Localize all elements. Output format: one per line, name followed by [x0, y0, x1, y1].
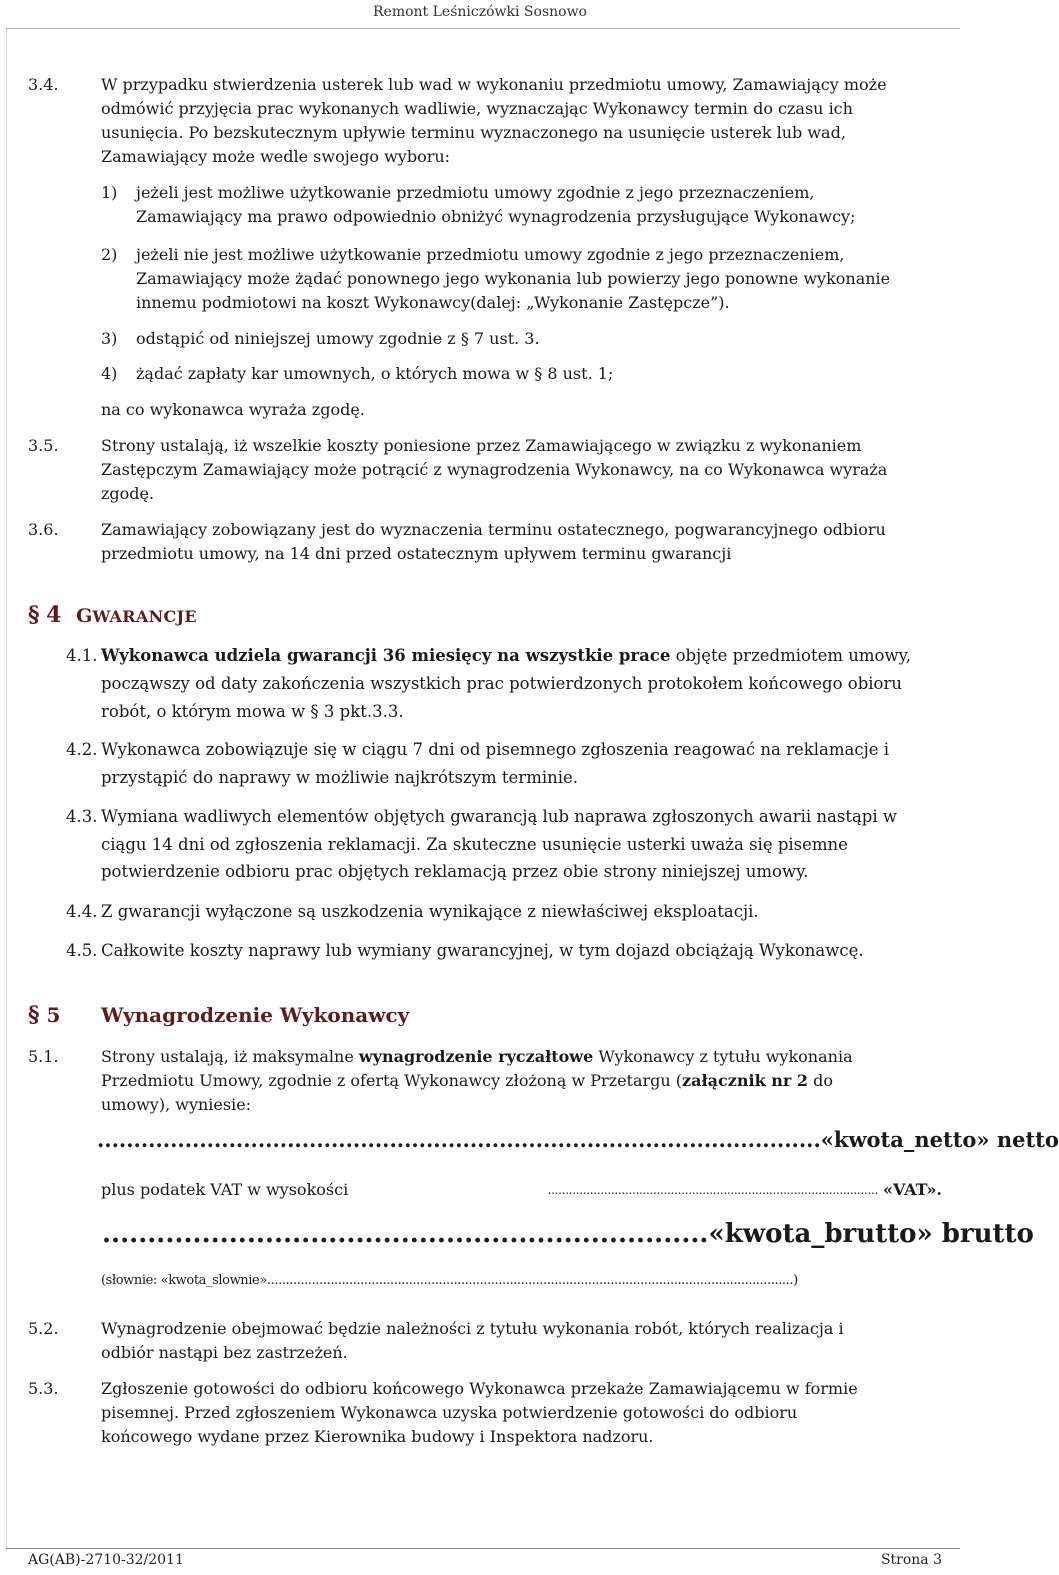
- p53-number: 5.3.: [28, 1379, 59, 1398]
- p34-line2: odmówić przyjęcia prac wykonanych wadliwie, wyznaczając Wykonawcy termin do czasu ich: [101, 99, 853, 118]
- p53-line1: Zgłoszenie gotowości do odbioru końcowego Wykonawca przekaże Zamawiającemu w formie: [101, 1379, 858, 1398]
- p34-line1: W przypadku stwierdzenia usterek lub wad w wykonaniu przedmiotu umowy, Zamawiający może: [101, 75, 887, 94]
- p51-line2: [101, 1069, 833, 1093]
- p51-line3: umowy), wyniesie:: [101, 1095, 252, 1114]
- p35-line3: zgodę.: [101, 484, 155, 503]
- p35-line2: Zastępczym Zamawiający może potrącić z wynagrodzenia Wykonawcy, na co Wykonawca wyraża: [101, 460, 888, 479]
- p36-line2: przedmiotu umowy, na 14 dni przed ostatecznym upływem terminu gwarancji: [101, 544, 732, 563]
- p34-number: 3.4.: [28, 75, 59, 94]
- option2-line3: innemu podmiotowi na koszt Wykonawcy(dalej: „Wykonanie Zastępcze”).: [136, 293, 730, 312]
- p53-line3: końcowego wydane przez Kierownika budowy i Inspektora nadzoru.: [101, 1427, 654, 1446]
- p41-bold: Wykonawca udziela gwarancji 36 miesięcy na wszystkie prace: [101, 646, 671, 665]
- p45-line1: Całkowite koszty naprawy lub wymiany gwarancyjnej, w tym dojazd obciążają Wykonawcę.: [101, 941, 864, 960]
- p52-number: 5.2.: [28, 1319, 59, 1338]
- header-title: Remont Leśniczówki Sosnowo: [373, 4, 587, 20]
- p36-line1: Zamawiający zobowiązany jest do wyznaczenia terminu ostatecznego, pogwarancyjnego odbioru: [101, 520, 886, 539]
- section4-number: 4: [46, 602, 62, 628]
- footer-document-id: AG(AB)-2710-32/2011: [28, 1552, 184, 1568]
- amount-brutto-line: ...................................................................«kwota_brutto» brutto: [102, 1219, 1034, 1249]
- p43-number: 4.3.: [66, 807, 98, 826]
- p41-line1: [101, 642, 911, 670]
- vat-dots: ..............................................................................................: [547, 1183, 878, 1197]
- section-symbol: §: [28, 1002, 40, 1028]
- p41-line2: począwszy od daty zakończenia wszystkich prac potwierdzonych protokołem końcowego obioru: [101, 674, 902, 693]
- p41-number: 4.1.: [66, 646, 98, 665]
- p42-line2: przystąpić do naprawy w możliwie najkrótszym terminie.: [101, 768, 579, 787]
- p43-line2: ciągu 14 dni od zgłoszenia reklamacji. Za skuteczne usunięcie usterki uważa się pisemne: [101, 835, 848, 854]
- p44-line1: Z gwarancji wyłączone są uszkodzenia wynikające z niewłaściwej eksploatacji.: [101, 902, 759, 921]
- option4-text: żądać zapłaty kar umownych, o których mowa w § 8 ust. 1;: [136, 364, 614, 383]
- p42-number: 4.2.: [66, 740, 98, 759]
- p43-line1: Wymiana wadliwych elementów objętych gwarancją lub naprawa zgłoszonych awarii nastąpi w: [101, 807, 898, 826]
- section5-heading: [28, 1002, 60, 1028]
- p34-closing: na co wykonawca wyraża zgodę.: [101, 400, 365, 419]
- section5-title: Wynagrodzenie Wykonawcy: [101, 1003, 410, 1027]
- p35-number: 3.5.: [28, 436, 59, 455]
- p34-line4: Zamawiający może wedle swojego wyboru:: [101, 147, 451, 166]
- option3-text: odstąpić od niniejszej umowy zgodnie z § 7 ust. 3.: [136, 329, 540, 348]
- p45-number: 4.5.: [66, 941, 98, 960]
- p44-number: 4.4.: [66, 902, 98, 921]
- p51-line2-c: do: [807, 1071, 833, 1090]
- footer-page-number: Strona 3: [880, 1552, 942, 1568]
- p53-line2: pisemnej. Przed zgłoszeniem Wykonawca uzyska potwierdzenie gotowości do odbioru: [101, 1403, 798, 1422]
- section4-title-rest: WARANCJE: [92, 607, 197, 626]
- amount-netto-line: ...................................................................................................«kwota_netto» netto: [97, 1127, 1059, 1152]
- amount-in-words-line: (słownie: «kwota_slownie».............................................................................................................................................): [101, 1273, 798, 1288]
- p51-number: 5.1.: [28, 1047, 59, 1066]
- option2-number: 2): [101, 245, 118, 264]
- p52-line1: Wynagrodzenie obejmować będzie należności z tytułu wykonania robót, których realizacja i: [101, 1319, 844, 1338]
- option4-number: 4): [101, 364, 118, 383]
- p34-line3: usunięcia. Po bezskutecznym upływie terminu wyznaczonego na usunięcie usterek lub wad,: [101, 123, 846, 142]
- p41-rest: objęte przedmiotem umowy,: [670, 646, 911, 665]
- p35-line1: Strony ustalają, iż wszelkie koszty poniesione przez Zamawiającego w związku z wykonaniem: [101, 436, 862, 455]
- footer-rule: [6, 1548, 960, 1549]
- p36-number: 3.6.: [28, 520, 59, 539]
- section-symbol: §: [28, 602, 40, 628]
- p43-line3: potwierdzenie odbioru prac objętych reklamacją przez obie strony niniejszej umowy.: [101, 862, 809, 881]
- p51-line1: [101, 1045, 853, 1069]
- p51-line2-a: Przedmiotu Umowy, zgodnie z ofertą Wykonawcy złożoną w Przetargu (: [101, 1071, 683, 1090]
- option2-line1: jeżeli nie jest możliwe użytkowanie przedmiotu umowy zgodnie z jego przeznaczeniem,: [136, 245, 845, 264]
- p41-line3: robót, o którym mowa w § 3 pkt.3.3.: [101, 702, 404, 721]
- p51-line1-c: Wykonawcy z tytułu wykonania: [593, 1047, 853, 1066]
- p51-line1-bold: wynagrodzenie ryczałtowe: [358, 1047, 594, 1066]
- section5-number: 5: [46, 1003, 61, 1027]
- page-edge: [6, 28, 7, 1550]
- p51-line1-a: Strony ustalają, iż maksymalne: [101, 1047, 359, 1066]
- header-rule: [6, 28, 960, 29]
- p52-line2: odbiór nastąpi bez zastrzeżeń.: [101, 1343, 348, 1362]
- p42-line1: Wykonawca zobowiązuje się w ciągu 7 dni od pisemnego zgłoszenia reagować na reklamacje i: [101, 740, 890, 759]
- option3-number: 3): [101, 329, 118, 348]
- section4-heading: [28, 602, 197, 628]
- vat-value: «VAT».: [882, 1180, 942, 1199]
- vat-label: plus podatek VAT w wysokości: [101, 1180, 349, 1199]
- p51-line2-bold: załącznik nr 2: [682, 1071, 808, 1090]
- option1-line2: Zamawiający ma prawo odpowiednio obniżyć wynagrodzenia przysługujące Wykonawcy;: [136, 207, 856, 226]
- option2-line2: Zamawiający może żądać ponownego jego wykonania lub powierzy jego ponowne wykonanie: [136, 269, 891, 288]
- option1-line1: jeżeli jest możliwe użytkowanie przedmiotu umowy zgodnie z jego przeznaczeniem,: [136, 183, 815, 202]
- option1-number: 1): [101, 183, 118, 202]
- section4-title-initial: G: [76, 605, 93, 627]
